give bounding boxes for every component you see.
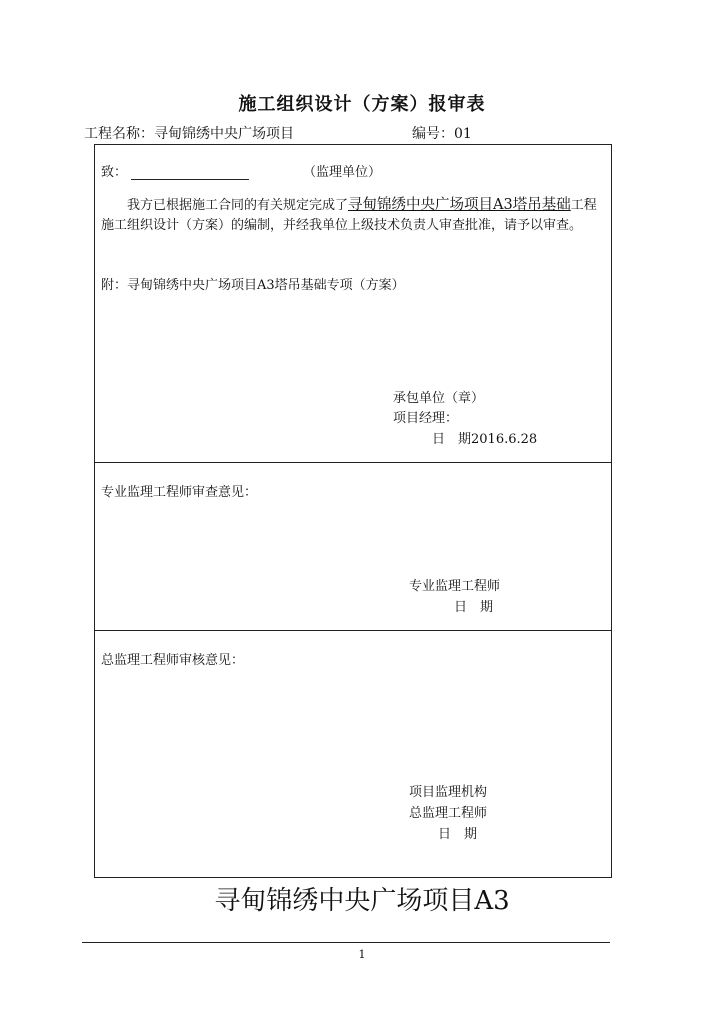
engineer-opinion-label: 专业监理工程师审查意见： bbox=[101, 485, 258, 500]
engineer-date: 日 期 bbox=[454, 600, 494, 615]
manager-label: 项目经理： bbox=[393, 411, 459, 426]
submission-date: 日 期2016.6.28 bbox=[432, 432, 538, 447]
para-project-underlined: 寻甸锦绣中央广场项目A3塔吊基础 bbox=[348, 197, 571, 213]
attachment-line: 附：寻甸锦绣中央广场项目A3塔吊基础专项（方案） bbox=[101, 278, 405, 293]
to-label: 致： bbox=[101, 165, 128, 180]
submission-paragraph bbox=[101, 195, 607, 236]
engineer-label: 专业监理工程师 bbox=[409, 579, 501, 594]
footer-divider bbox=[82, 942, 610, 943]
chief-review-section bbox=[95, 631, 611, 877]
supervision-org-label: 项目监理机构 bbox=[409, 785, 488, 800]
contractor-label: 承包单位（章） bbox=[393, 391, 485, 406]
project-name: 工程名称：寻甸锦绣中央广场项目 bbox=[84, 126, 294, 142]
page-number: 1 bbox=[358, 948, 366, 961]
supervisor-blank bbox=[131, 166, 249, 180]
footer-project-title: 寻甸锦绣中央广场项目A3 bbox=[214, 886, 510, 916]
para-lead: 我方已根据施工合同的有关规定完成了 bbox=[127, 198, 349, 213]
form-number: 编号：01 bbox=[412, 126, 472, 142]
form-title: 施工组织设计（方案）报审表 bbox=[238, 94, 486, 115]
submission-section bbox=[95, 145, 611, 463]
supervisor-hint: （监理单位） bbox=[303, 165, 382, 180]
chief-opinion-label: 总监理工程师审核意见： bbox=[101, 653, 245, 668]
addressee-line bbox=[101, 161, 249, 180]
chief-engineer-label: 总监理工程师 bbox=[409, 806, 488, 821]
engineer-review-section bbox=[95, 463, 611, 631]
review-form-table bbox=[94, 144, 612, 878]
chief-date: 日 期 bbox=[438, 827, 478, 842]
para-rest: 工程施工组织设计（方案）的编制，并经我单位上级技术负责人审查批准，请予以审查。 bbox=[101, 198, 597, 233]
